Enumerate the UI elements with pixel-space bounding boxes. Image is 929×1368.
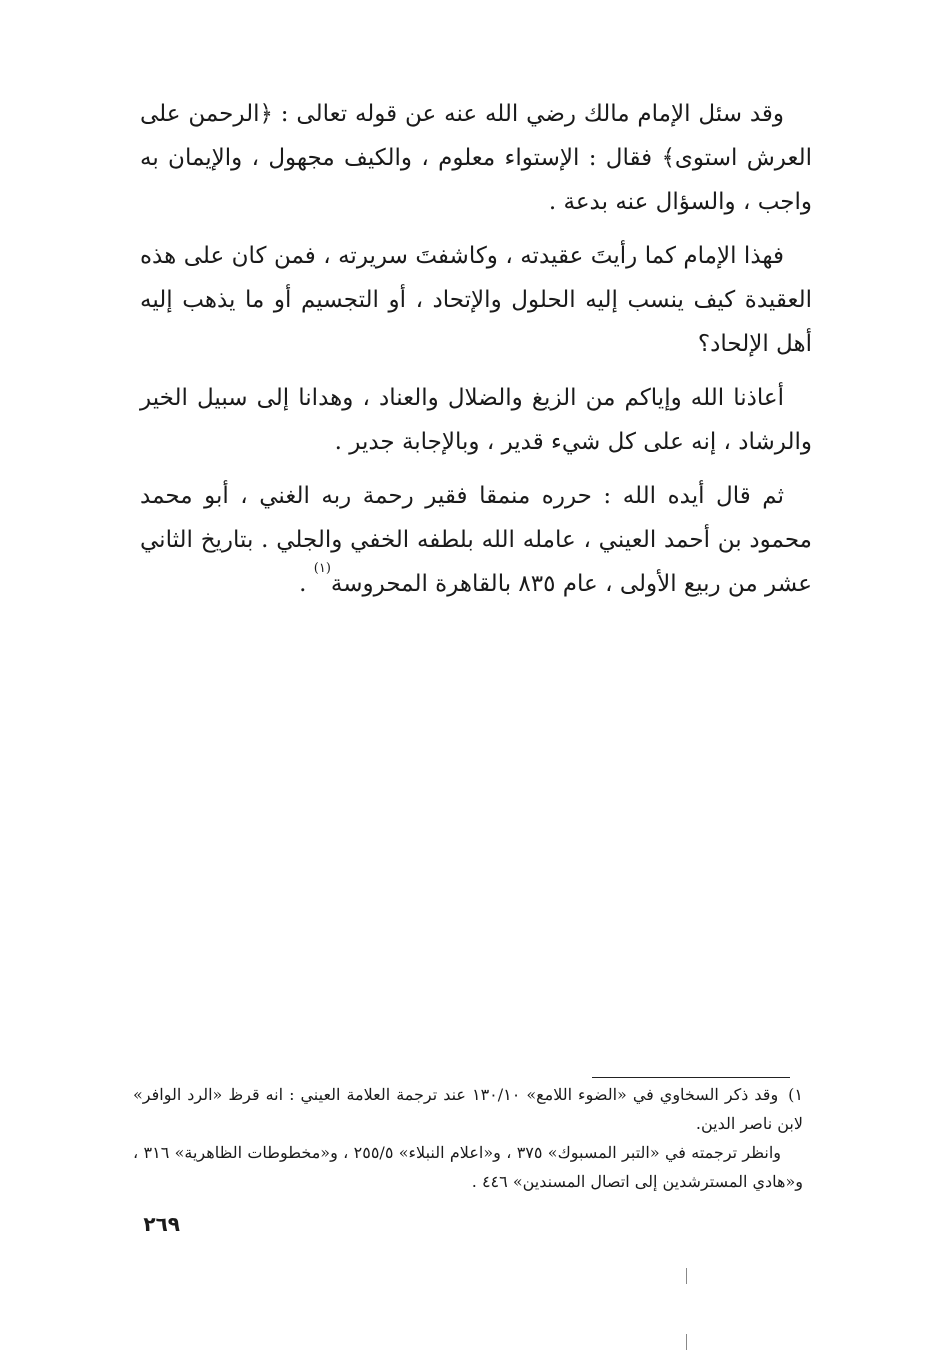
scan-artifact [686, 1268, 687, 1284]
paragraph-text: أعاذنا الله وإياكم من الزيغ والضلال والعناد ، وهدانا إلى سبيل الخير والرشاد ، إنه على كل شيء قدير ، وبالإجابة جدير . [140, 385, 812, 455]
footnote-text-2: وانظر ترجمته في «التبر المسبوك» ٣٧٥ ، و«اعلام النبلاء» ٢٥٥/٥ ، و«مخطوطات الظاهرية» ٣١٦ ، و«هادي المسترشدين إلى اتصال المسندين» ٤٤٦ . [133, 1143, 803, 1191]
scan-artifact [686, 1334, 687, 1350]
paragraph-text: فهذا الإمام كما رأيتَ عقيدته ، وكاشفتَ سريرته ، فمن كان على هذه العقيدة كيف ينسب إليه الحلول والإتحاد ، أو التجسيم أو ما يذهب إليه أهل الإلحاد؟ [140, 243, 812, 357]
page-number: ٢٦٩ [143, 1212, 180, 1236]
footnote-text-1: وقد ذكر السخاوي في «الضوء اللامع» ١٣٠/١٠ عند ترجمة العلامة العيني : انه قرظ «الرد الوافر» لابن ناصر الدين. [133, 1085, 803, 1133]
paragraph-text: وقد سئل الإمام مالك رضي الله عنه عن قوله تعالى : ﴿الرحمن على العرش استوى﴾ فقال : الإستواء معلوم ، والكيف مجهول ، والإيمان به واجب ، والسؤال عنه بدعة . [140, 101, 812, 215]
footnotes [133, 1080, 803, 1196]
footnote-number: ١) [788, 1085, 804, 1104]
footnote-reference[interactable]: (١) [313, 561, 331, 576]
footnote-divider [592, 1077, 790, 1078]
footnote-continuation [133, 1138, 803, 1196]
footnote-item [133, 1080, 803, 1138]
paragraph-text: ثم قال أيده الله : حرره منمقا فقير رحمة ربه الغني ، أبو محمد محمود بن أحمد العيني ، عامله الله بلطفه الخفي والجلي . بتاريخ الثاني عشر من ربيع الأولى ، عام ٨٣٥ بالقاهرة المحروسة [140, 483, 812, 597]
paragraph-imam-creed [140, 234, 812, 366]
paragraph-malik-quote [140, 92, 812, 224]
main-text [140, 92, 812, 616]
paragraph-supplication [140, 376, 812, 464]
paragraph-signature: ثم قال أيده الله : حرره منمقا فقير رحمة ربه الغني ، أبو محمد محمود بن أحمد العيني ، عامله الله بلطفه الخفي والجلي . بتاريخ الثاني عشر من ربيع الأولى ، عام ٨٣٥ بالقاهرة المحروسة$^{(١)}$ . [140, 483, 812, 597]
